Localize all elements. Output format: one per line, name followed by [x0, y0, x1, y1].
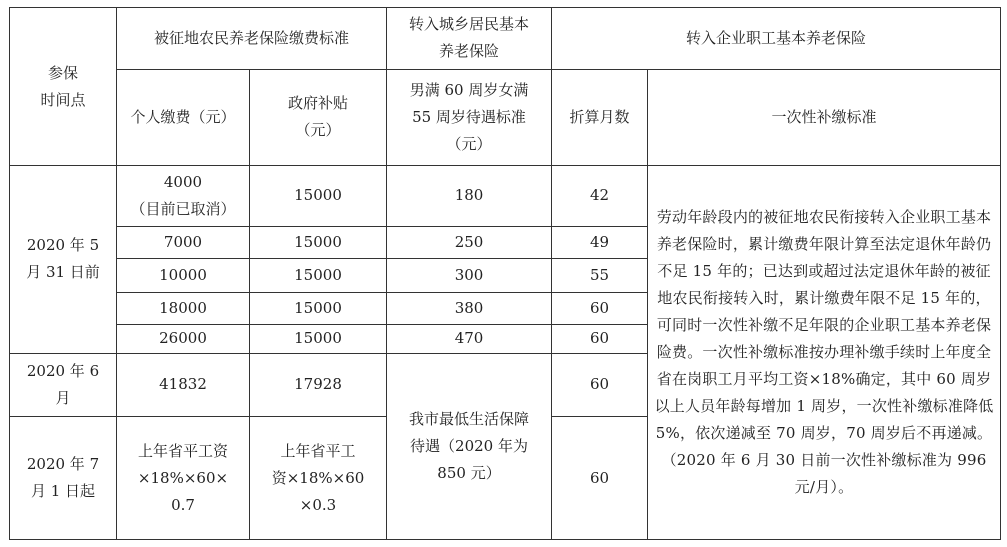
benefit-standard-cell: [387, 292, 552, 324]
personal-contribution-value: 26000: [159, 329, 207, 348]
converted-months-value: 60: [589, 375, 610, 394]
header-personal-contribution: [117, 69, 250, 165]
personal-contribution-value: 41832: [159, 375, 207, 394]
converted-months-value: 60: [589, 468, 610, 487]
period-after-label: 2020 年 7 月 1 日起: [26, 455, 100, 501]
header-benefit-standard-label: 男满 60 周岁女满 55 周岁待遇标准 （元）: [409, 80, 529, 153]
government-subsidy-value: 上年省平工 资×18%×60 ×0.3: [271, 441, 365, 514]
period-june-label: 2020 年 6 月: [26, 361, 100, 407]
header-farmer-contribution-label: 被征地农民养老保险缴费标准: [154, 28, 350, 47]
benefit-standard-cell: [387, 325, 552, 353]
government-subsidy-cell: [250, 292, 387, 324]
converted-months-value: 42: [589, 186, 610, 205]
government-subsidy-cell: [250, 259, 387, 292]
converted-months-value: 60: [589, 298, 610, 317]
personal-contribution-cell: [117, 417, 250, 540]
header-lump-sum-standard-label: 一次性补缴标准: [771, 107, 877, 126]
header-benefit-standard: [387, 69, 552, 165]
government-subsidy-value: 15000: [294, 266, 342, 285]
header-time-point: [10, 8, 117, 166]
header-government-subsidy-label: 政府补贴 （元）: [288, 94, 349, 140]
min-living-standard-text: 我市最低生活保障 待遇（2020 年为 850 元）: [409, 409, 530, 482]
header-resident-pension-group: [387, 8, 552, 70]
header-converted-months: [552, 69, 648, 165]
government-subsidy-value: 15000: [294, 329, 342, 348]
period-after-cell: [10, 417, 117, 540]
converted-months-value: 55: [589, 266, 610, 285]
converted-months-value: 60: [589, 329, 610, 348]
government-subsidy-value: 15000: [294, 298, 342, 317]
personal-contribution-cell: [117, 226, 250, 258]
lump-sum-description-cell: [648, 166, 1001, 540]
personal-contribution-value: 上年省平工资 ×18%×60× 0.7: [137, 441, 229, 514]
period-before-cell: [10, 166, 117, 353]
government-subsidy-value: 15000: [294, 186, 342, 205]
personal-contribution-cell: [117, 292, 250, 324]
benefit-standard-value: 470: [454, 329, 484, 348]
personal-contribution-cell: [117, 166, 250, 227]
personal-contribution-cell: [117, 353, 250, 417]
converted-months-cell: [552, 259, 648, 292]
table-row: [10, 166, 1001, 227]
header-lump-sum-standard: [648, 69, 1001, 165]
personal-contribution-cell: [117, 325, 250, 353]
government-subsidy-cell: [250, 417, 387, 540]
benefit-standard-value: 380: [454, 298, 484, 317]
converted-months-cell: [552, 226, 648, 258]
converted-months-cell: [552, 325, 648, 353]
converted-months-cell: [552, 292, 648, 324]
government-subsidy-value: 17928: [294, 375, 342, 394]
header-government-subsidy: [250, 69, 387, 165]
government-subsidy-cell: [250, 353, 387, 417]
government-subsidy-value: 15000: [294, 233, 342, 252]
lump-sum-description-text: 劳动年龄段内的被征地农民衔接转入企业职工基本养老保险时，累计缴费年限计算至法定退休年龄仍不足 15 年的；已达到或超过法定退休年龄的被征地农民衔接转入时，累计缴费年限不足 15 年的，可同时一次性补缴不足年限的企业职工基本养老保险费。一次性补缴标准按办理补缴手续时上年度全省在岗职工月平均工资×18%确定，其中 60 周岁以上人员年龄每增加 1 周岁，一次性补缴标准降低 5%，依次递减至 70 周岁，70 周岁后不再递减。（2020 年 6 月 30 日前一次性补缴标准为 996 元/月）。: [654, 208, 994, 497]
government-subsidy-cell: [250, 226, 387, 258]
personal-contribution-value: 10000: [159, 266, 207, 285]
period-before-label: 2020 年 5 月 31 日前: [26, 236, 100, 282]
benefit-standard-cell: [387, 226, 552, 258]
header-employee-pension-label: 转入企业职工基本养老保险: [686, 28, 867, 47]
period-june-cell: [10, 353, 117, 417]
personal-contribution-value: 7000: [163, 233, 203, 252]
benefit-standard-value: 250: [454, 233, 484, 252]
header-converted-months-label: 折算月数: [569, 107, 630, 126]
personal-contribution-value: 18000: [159, 298, 207, 317]
benefit-standard-value: 180: [454, 186, 484, 205]
min-living-standard-cell: [387, 353, 552, 539]
personal-contribution-value: 4000 （目前已取消）: [130, 172, 236, 218]
header-resident-pension-label: 转入城乡居民基本 养老保险: [409, 15, 530, 61]
header-farmer-contribution-group: [117, 8, 387, 70]
converted-months-cell: [552, 353, 648, 417]
header-time-point-label: 参保 时间点: [40, 63, 86, 109]
personal-contribution-cell: [117, 259, 250, 292]
benefit-standard-cell: [387, 259, 552, 292]
pension-standards-table: [9, 7, 1001, 540]
converted-months-value: 49: [589, 233, 610, 252]
government-subsidy-cell: [250, 325, 387, 353]
government-subsidy-cell: [250, 166, 387, 227]
converted-months-cell: [552, 166, 648, 227]
benefit-standard-value: 300: [454, 266, 484, 285]
benefit-standard-cell: [387, 166, 552, 227]
converted-months-cell: [552, 417, 648, 540]
header-employee-pension-group: [552, 8, 1001, 70]
header-personal-contribution-label: 个人缴费（元）: [130, 107, 236, 126]
